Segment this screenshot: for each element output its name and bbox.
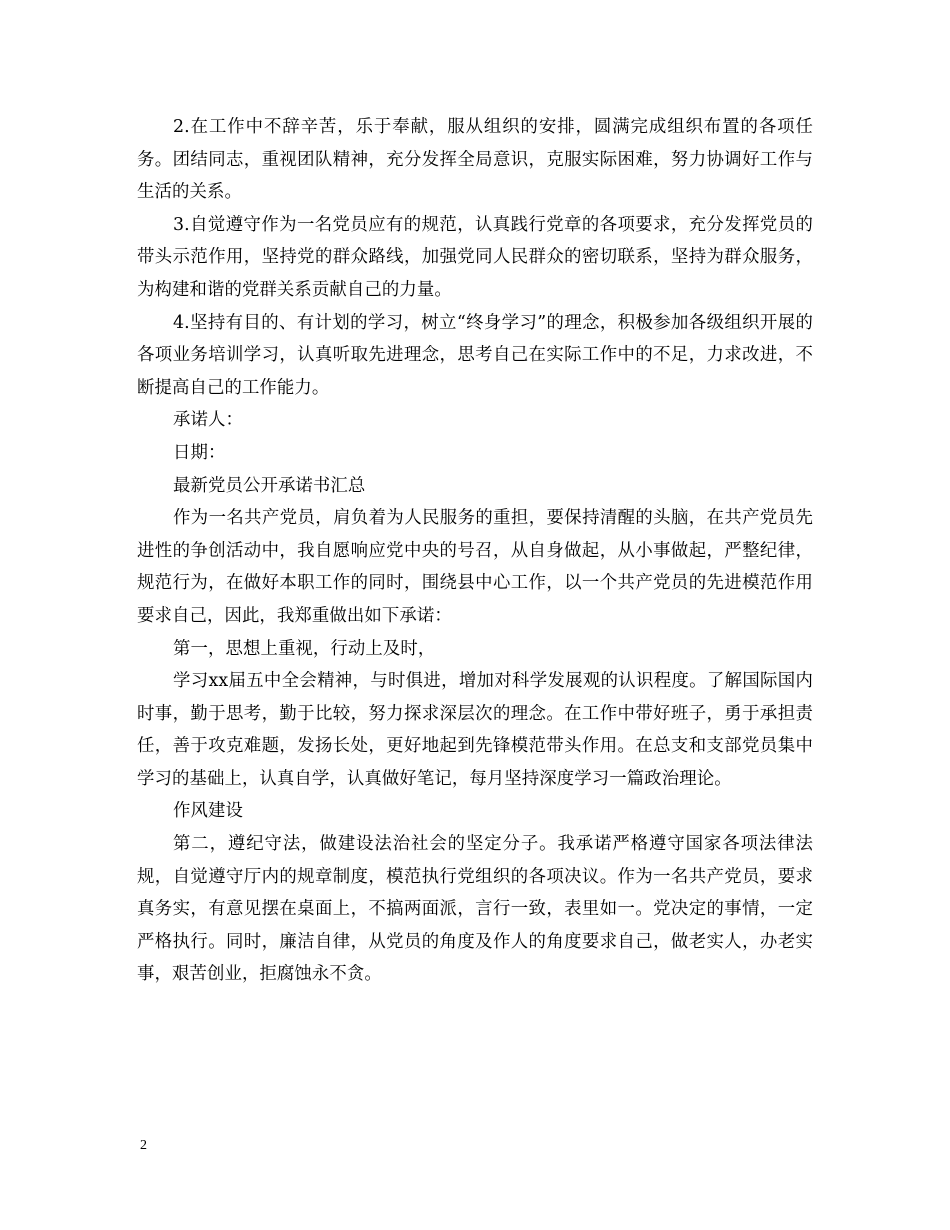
page-number: 2	[140, 1138, 147, 1153]
first-point-heading: 第一，思想上重视，行动上及时，	[173, 638, 436, 659]
section-title: 最新党员公开承诺书汇总	[173, 475, 366, 496]
document-body	[137, 111, 813, 991]
paragraph-item-3: 3.自觉遵守作为一名党员应有的规范，认真践行党章的各项要求，充分发挥党员的带头示范作用，坚持党的群众路线，加强党同人民群众的密切联系，坚持为群众服务，为构建和谐的党群关系贡献自己的力量。	[137, 214, 813, 300]
promisor-label: 承诺人：	[173, 410, 243, 431]
intro-paragraph: 作为一名共产党员，肩负着为人民服务的重担，要保持清醒的头脑，在共产党员先进性的争创活动中，我自愿响应党中央的号召，从自身做起，从小事做起，严整纪律，规范行为，在做好本职工作的同时，围绕县中心工作，以一个共产党员的先进模范作用要求自己，因此，我郑重做出如下承诺：	[137, 508, 813, 626]
paragraph-item-2: 2.在工作中不辞辛苦，乐于奉献，服从组织的安排，圆满完成组织布置的各项任务。团结同志，重视团队精神，充分发挥全局意识，克服实际困难，努力协调好工作与生活的关系。	[137, 117, 813, 203]
paragraph-item-4: 4.坚持有目的、有计划的学习，树立“终身学习”的理念，积极参加各级组织开展的各项业务培训学习，认真听取先进理念，思考自己在实际工作中的不足，力求改进，不断提高自己的工作能力。	[137, 312, 813, 398]
work-style-heading: 作风建设	[173, 801, 243, 822]
second-point-paragraph: 第二，遵纪守法，做建设法治社会的坚定分子。我承诺严格遵守国家各项法律法规，自觉遵守厅内的规章制度，模范执行党组织的各项决议。作为一名共产党员，要求真务实，有意见摆在桌面上，不搞两面派，言行一致，表里如一。党决定的事情，一定严格执行。同时，廉洁自律，从党员的角度及作人的角度要求自己，做老实人，办老实事，艰苦创业，拒腐蚀永不贪。	[137, 834, 813, 985]
first-point-body: 学习xx届五中全会精神，与时俱进，增加对科学发展观的认识程度。了解国际国内时事，勤于思考，勤于比较，努力探求深层次的理念。在工作中带好班子，勇于承担责任，善于攻克难题，发扬长处，更好地起到先锋模范带头作用。在总支和支部党员集中学习的基础上，认真自学，认真做好笔记，每月坚持深度学习一篇政治理论。	[137, 671, 813, 789]
date-label: 日期：	[173, 442, 226, 463]
